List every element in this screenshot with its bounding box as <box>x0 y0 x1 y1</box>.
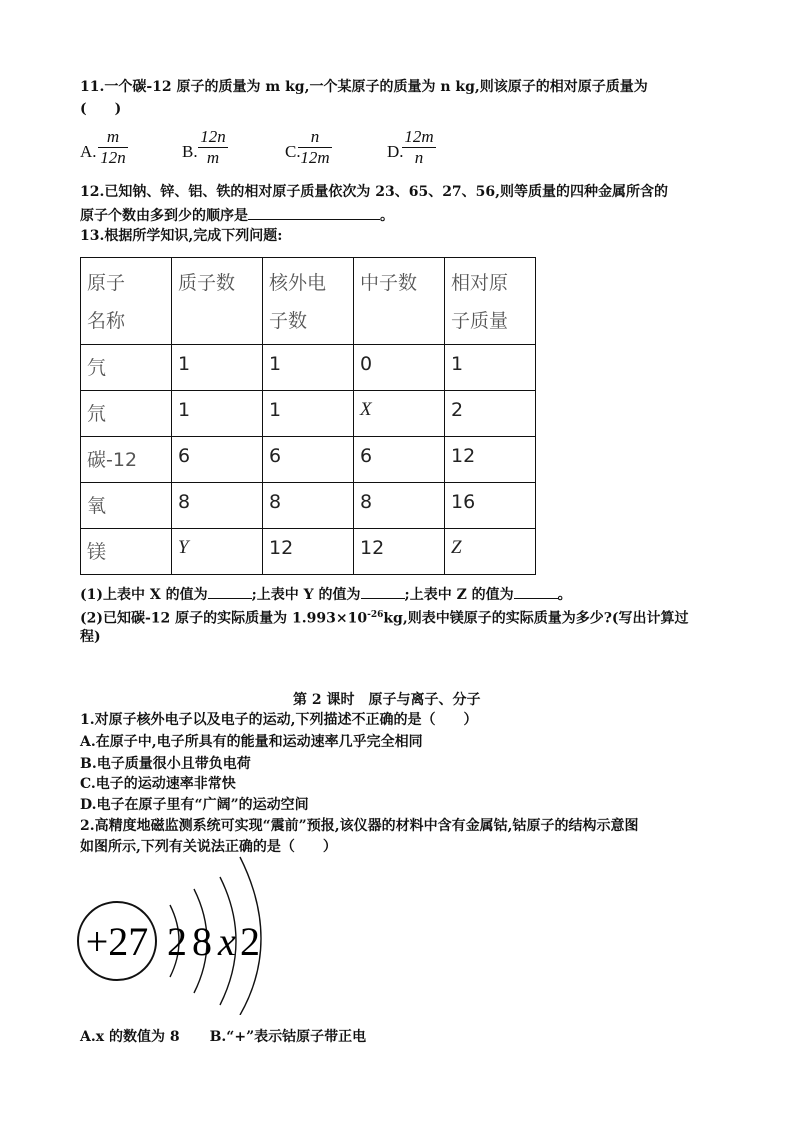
shell-2-electrons: 8 <box>192 919 212 964</box>
table-cell: 0 <box>354 345 445 391</box>
table-cell: 1 <box>172 345 263 391</box>
table-cell: 16 <box>445 483 536 529</box>
sub1-x-prompt: (1)上表中 X 的值为 <box>80 587 208 603</box>
shell-4-electrons: 2 <box>240 919 260 964</box>
table-row <box>81 437 536 483</box>
header-atom-name: 原子 名称 <box>81 258 172 345</box>
table-cell: 8 <box>354 483 445 529</box>
answer-blank-y[interactable] <box>361 584 405 599</box>
table-cell: 2 <box>445 391 536 437</box>
table-cell: 氘 <box>81 391 172 437</box>
p2-option-b: B.“+”表示钴原子带正电 <box>209 1029 367 1045</box>
header-relative-mass: 相对原 子质量 <box>445 258 536 345</box>
header-protons: 质子数 <box>172 258 263 345</box>
option-d-numerator: 12m <box>404 127 434 146</box>
table-cell: 1 <box>172 391 263 437</box>
answer-blank-z[interactable] <box>514 584 558 599</box>
question-13-intro: 13.根据所学知识,完成下列问题: <box>80 228 283 244</box>
option-a-numerator: m <box>106 127 120 146</box>
table-cell: 碳-12 <box>81 437 172 483</box>
option-a-fraction <box>98 128 128 167</box>
atom-table <box>80 257 536 575</box>
p2-options <box>80 1028 366 1046</box>
table-cell: 12 <box>445 437 536 483</box>
table-row <box>81 483 536 529</box>
table-cell: 1 <box>263 345 354 391</box>
option-a-label: A. <box>80 142 97 161</box>
option-b-numerator: 12n <box>200 127 226 146</box>
p1-stem: 1.对原子核外电子以及电子的运动,下列描述不正确的是（ ） <box>80 712 478 728</box>
option-b-label: B. <box>182 142 198 161</box>
sub1-z-prompt: ;上表中 Z 的值为 <box>404 587 514 603</box>
p2-line2: 如图所示,下列有关说法正确的是（ ） <box>80 839 337 855</box>
answer-blank[interactable] <box>248 205 380 220</box>
table-row <box>81 529 536 575</box>
question-13-sub1 <box>80 584 572 604</box>
question-11-paren: ( ) <box>80 101 122 117</box>
table-cell: 6 <box>172 437 263 483</box>
table-row <box>81 391 536 437</box>
table-cell: 12 <box>263 529 354 575</box>
option-c-label: C. <box>285 142 301 161</box>
answer-blank-x[interactable] <box>208 584 252 599</box>
shell-3-electrons: x <box>218 919 236 964</box>
table-cell: 镁 <box>81 529 172 575</box>
p2-line1: 2.高精度地磁监测系统可实现“震前”预报,该仪器的材料中含有金属钴,钴原子的结构示意图 <box>80 818 639 834</box>
table-header-row <box>81 258 536 345</box>
p1-option-d: D.电子在原子里有“广阔”的运动空间 <box>80 797 309 813</box>
table-cell: X <box>354 391 445 437</box>
shell-1-electrons: 2 <box>167 919 187 964</box>
sub2-post: kg,则表中镁原子的实际质量为多少?(写出计算过 <box>383 610 689 627</box>
question-12-end: 。 <box>380 208 394 224</box>
table-cell: Z <box>445 529 536 575</box>
table-cell: 6 <box>354 437 445 483</box>
table-cell: 8 <box>172 483 263 529</box>
header-neutrons: 中子数 <box>354 258 445 345</box>
sub2-exponent: -26 <box>367 610 384 620</box>
p1-option-b: B.电子质量很小且带负电荷 <box>80 756 251 772</box>
option-d-label: D. <box>387 142 404 161</box>
table-cell: 氕 <box>81 345 172 391</box>
table-cell: 氧 <box>81 483 172 529</box>
question-12-line1: 12.已知钠、锌、铝、铁的相对原子质量依次为 23、65、27、56,则等质量的四种金属所含的 <box>80 184 669 200</box>
question-13-sub2 <box>80 606 689 628</box>
option-a-denominator: 12n <box>100 148 126 167</box>
nucleus-charge-label: +27 <box>85 919 149 964</box>
table-row <box>81 345 536 391</box>
question-11-text: 11.一个碳-12 原子的质量为 m kg,一个某原子的质量为 n kg,则该原子的相对原子质量为 <box>80 79 648 95</box>
question-13-sub2-line2: 程) <box>80 629 101 645</box>
sub1-end: 。 <box>557 587 572 603</box>
table-cell: Y <box>172 529 263 575</box>
option-d-fraction <box>402 128 436 167</box>
option-c-numerator: n <box>310 127 320 146</box>
question-12-prompt: 原子个数由多到少的顺序是 <box>80 208 248 224</box>
question-12-line2 <box>80 205 394 225</box>
section-title: 第 2 课时 原子与离子、分子 <box>293 692 481 708</box>
table-cell: 12 <box>354 529 445 575</box>
p1-option-a: A.在原子中,电子所具有的能量和运动速率几乎完全相同 <box>80 734 423 750</box>
sub2-pre: (2)已知碳-12 原子的实际质量为 1.993×10 <box>80 610 368 627</box>
option-b-denominator: m <box>206 148 220 167</box>
option-d-denominator: n <box>414 148 424 167</box>
table-cell: 6 <box>263 437 354 483</box>
table-cell: 1 <box>263 391 354 437</box>
option-c-denominator: 12m <box>300 148 330 167</box>
p1-option-c: C.电子的运动速率非常快 <box>80 776 236 792</box>
table-cell: 8 <box>263 483 354 529</box>
option-c-fraction <box>298 128 332 167</box>
p2-option-a: A.x 的数值为 8 <box>80 1029 180 1045</box>
cobalt-atom-diagram <box>72 855 272 1015</box>
header-electrons: 核外电 子数 <box>263 258 354 345</box>
option-b-fraction <box>198 128 228 167</box>
sub1-y-prompt: ;上表中 Y 的值为 <box>251 587 361 603</box>
table-cell: 1 <box>445 345 536 391</box>
